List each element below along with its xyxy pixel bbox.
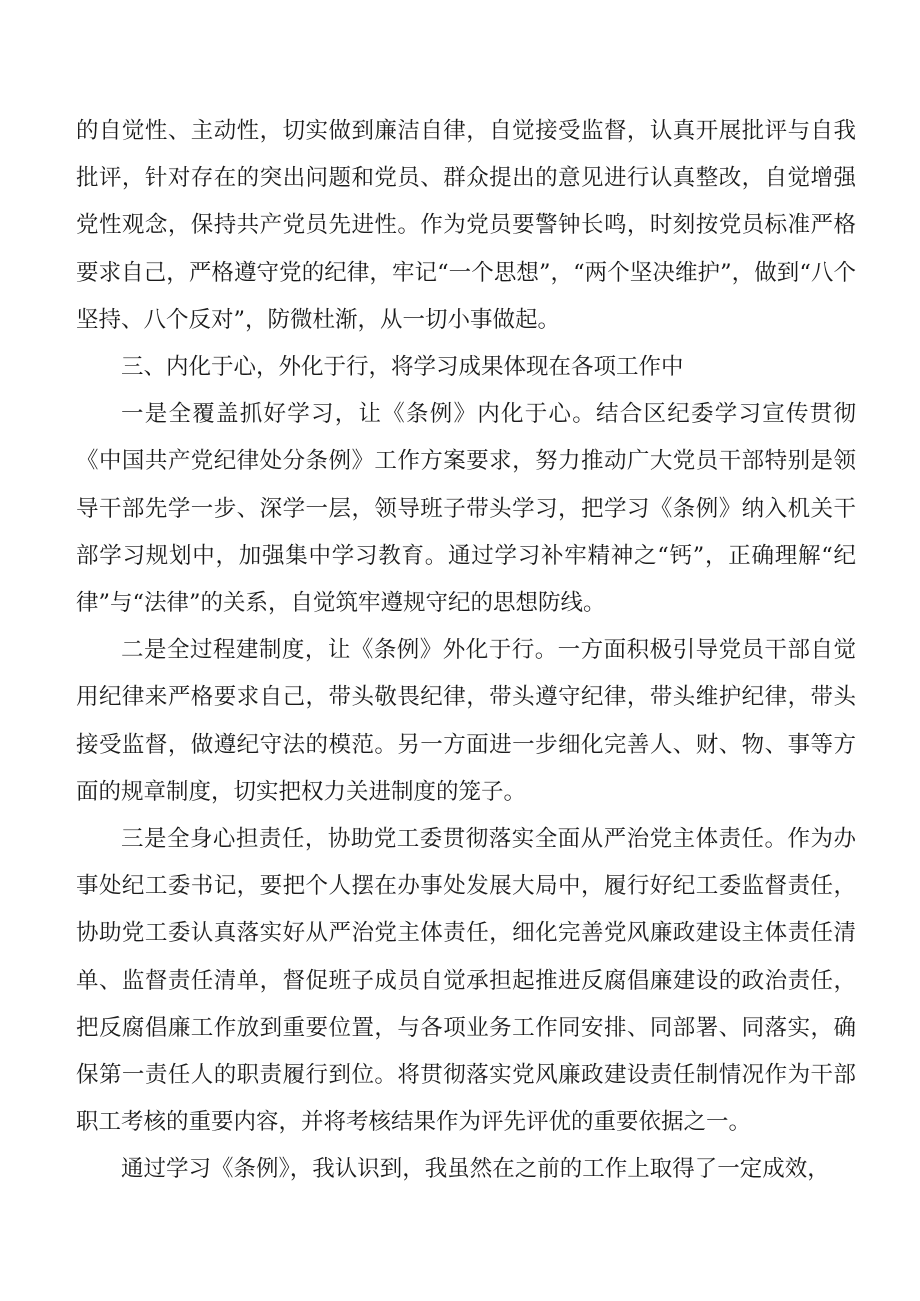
paragraph-conclusion: 通过学习《条例》，我认识到，我虽然在之前的工作上取得了一定成效， <box>121 1156 830 1183</box>
section-heading-three: 三、内化于心，外化于行，将学习成果体现在各项工作中 <box>121 354 684 381</box>
paragraph-study: 一是全覆盖抓好学习，让《条例》内化于心。结合区纪委学习宣传贯彻《中国共产党纪律处分条例》工作方案要求，努力推动广大党员干部特别是领导干部先学一步、深学一层，领导班子带头学习，把学习《条例》纳入机关干部学习规划中，加强集中学习教育。通过学习补牢精神之“钙”，正确理解“纪律”与“法律”的关系，自觉筑牢遵规守纪的思想防线。 <box>76 401 856 617</box>
paragraph-responsibility: 三是全身心担责任，协助党工委贯彻落实全面从严治党主体责任。作为办事处纪工委书记，要把个人摆在办事处发展大局中，履行好纪工委监督责任，协助党工委认真落实好从严治党主体责任，细化完善党风廉政建设主体责任清单、监督责任清单，督促班子成员自觉承担起推进反腐倡廉建设的政治责任，把反腐倡廉工作放到重要位置，与各项业务工作同安排、同部署、同落实，确保第一责任人的职责履行到位。将贯彻落实党风廉政建设责任制情况作为干部职工考核的重要内容，并将考核结果作为评先评优的重要依据之一。 <box>76 826 856 1136</box>
document-body <box>76 108 856 1194</box>
paragraph-continuation: 的自觉性、主动性，切实做到廉洁自律，自觉接受监督，认真开展批评与自我批评，针对存在的突出问题和党员、群众提出的意见进行认真整改，自觉增强党性观念，保持共产党员先进性。作为党员要警钟长鸣，时刻按党员标准严格要求自己，严格遵守党的纪律，牢记“一个思想”，“两个坚决维护”，做到“八个坚持、八个反对”，防微杜渐，从一切小事做起。 <box>76 118 856 333</box>
paragraph-system: 二是全过程建制度，让《条例》外化于行。一方面积极引导党员干部自觉用纪律来严格要求自己，带头敬畏纪律，带头遵守纪律，带头维护纪律，带头接受监督，做遵纪守法的模范。另一方面进一步细化完善人、财、物、事等方面的规章制度，切实把权力关进制度的笼子。 <box>76 637 856 805</box>
